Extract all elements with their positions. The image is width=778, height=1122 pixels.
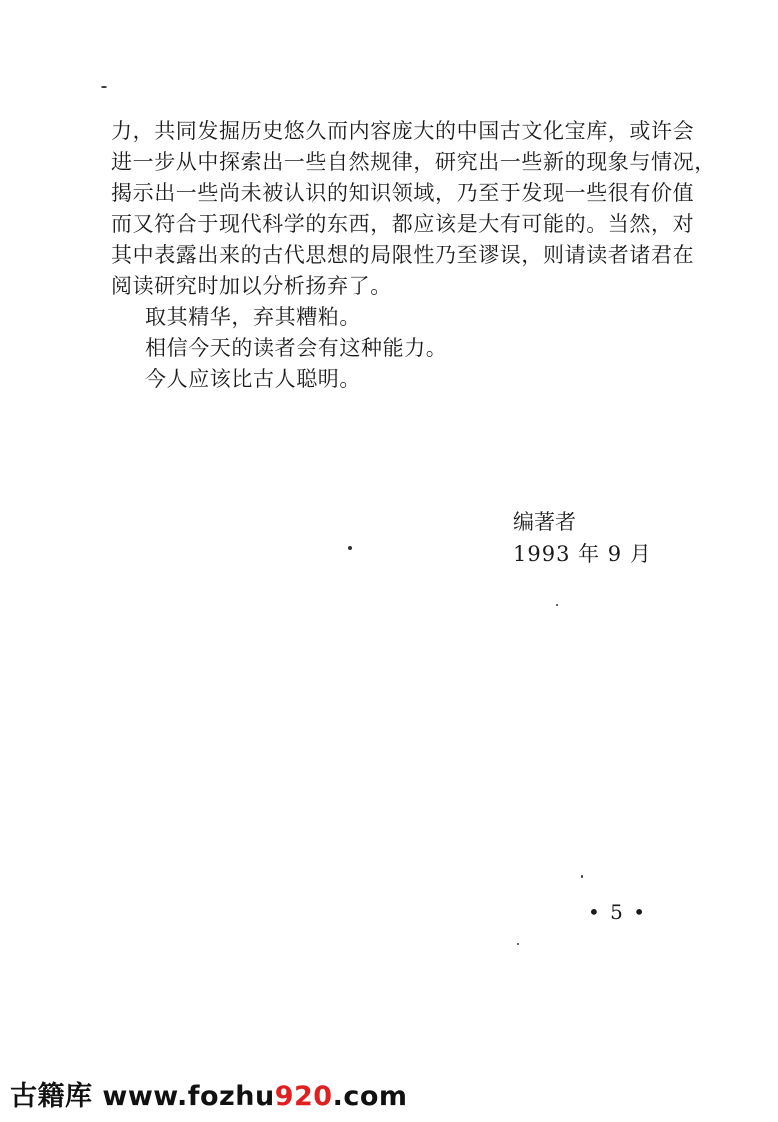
short-paragraph: 今人应该比古人聪明。 bbox=[145, 367, 361, 391]
scan-speck bbox=[556, 604, 558, 606]
body-text bbox=[111, 116, 716, 395]
paragraph-line: 力，共同发掘历史悠久而内容庞大的中国古文化宝库，或许会 bbox=[111, 119, 695, 143]
short-paragraph: 取其精华，弃其糟粕。 bbox=[145, 305, 361, 329]
author-label: 编著者 bbox=[513, 510, 576, 534]
signature-block bbox=[513, 506, 652, 570]
watermark-site: www.fozhu920.com bbox=[102, 1081, 408, 1112]
paragraph-line: 而又符合于现代科学的东西，都应该是大有可能的。当然，对 bbox=[111, 212, 695, 236]
watermark-brand: 古籍库 bbox=[10, 1081, 93, 1112]
watermark-logo bbox=[10, 1074, 408, 1113]
paragraph-line: 进一步从中探索出一些自然规律，研究出一些新的现象与情况， bbox=[111, 150, 716, 174]
paragraph-line: 其中表露出来的古代思想的局限性乃至谬误，则请读者诸君在 bbox=[111, 243, 695, 267]
scan-speck bbox=[581, 875, 583, 878]
scan-speck bbox=[348, 546, 352, 550]
scan-speck bbox=[101, 86, 107, 88]
paragraph-line: 揭示出一些尚未被认识的知识领域，乃至于发现一些很有价值 bbox=[111, 181, 695, 205]
paragraph-line: 阅读研究时加以分析扬弃了。 bbox=[111, 274, 392, 298]
short-paragraph: 相信今天的读者会有这种能力。 bbox=[145, 336, 448, 360]
signature-date: 1993 年 9 月 bbox=[513, 542, 652, 566]
scan-speck bbox=[517, 943, 519, 945]
page-number: • 5 • bbox=[588, 900, 648, 924]
